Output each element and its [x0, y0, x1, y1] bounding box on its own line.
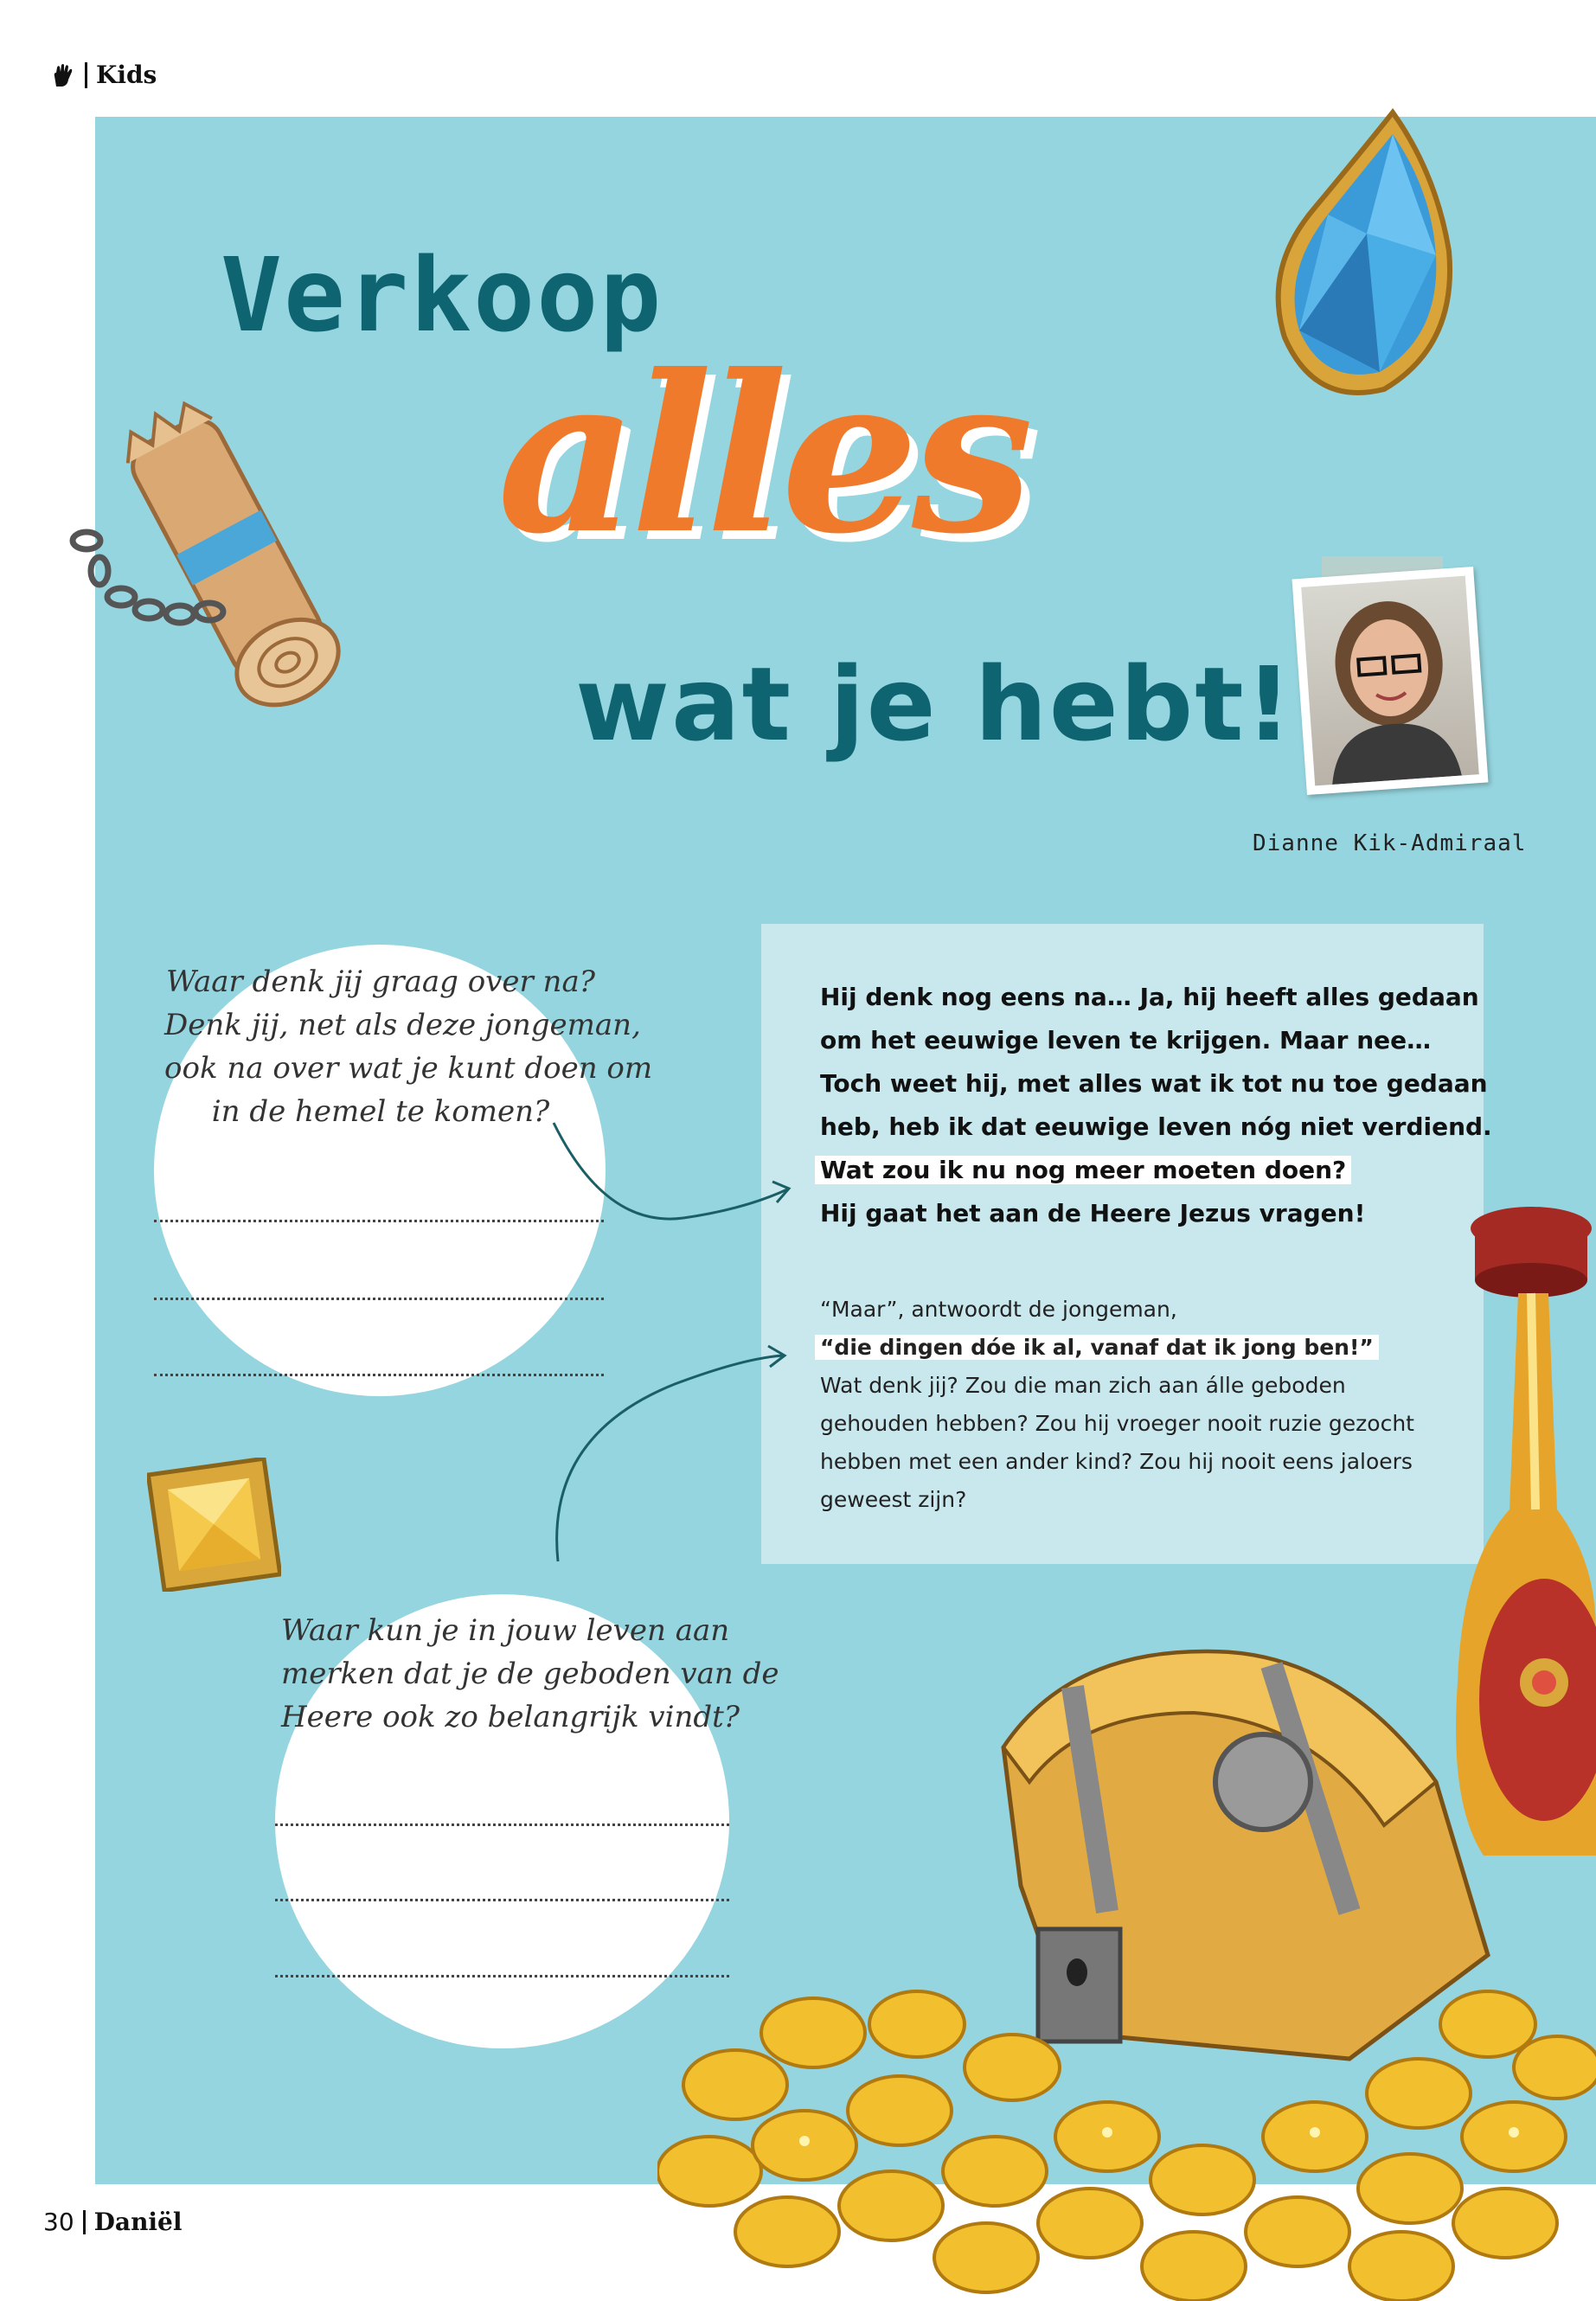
- bold-line: Toch weet hij, met alles wat ik tot nu toe gedaan: [820, 1069, 1488, 1098]
- title-line-2: alles: [497, 327, 1027, 581]
- arrow-1: [554, 1123, 787, 1219]
- arrow-2: [557, 1356, 783, 1561]
- section-label: Kids: [96, 61, 157, 89]
- title-line-3: wat je hebt!: [575, 644, 1294, 764]
- bold-line: heb, heb ik dat eeuwige leven nóg niet verdiend.: [820, 1112, 1492, 1141]
- question-line: ook na over wat je kunt doen om: [164, 1051, 653, 1086]
- bold-line: Hij gaat het aan de Heere Jezus vragen!: [820, 1199, 1366, 1227]
- question-line: Denk jij, net als deze jongeman,: [164, 1008, 641, 1042]
- page-footer: [43, 2208, 183, 2236]
- bold-line: om het eeuwige leven te krijgen. Maar nee…: [820, 1026, 1432, 1054]
- question-line: Waar kun je in jouw leven aan: [281, 1613, 730, 1648]
- publication-name: Daniël: [93, 2208, 183, 2236]
- story-intro: “Maar”, antwoordt de jongeman,: [820, 1297, 1177, 1322]
- question-line: merken dat je de geboden van de: [281, 1657, 779, 1691]
- story-line: Wat denk jij? Zou die man zich aan álle geboden: [820, 1373, 1346, 1398]
- story-line: gehouden hebben? Zou hij vroeger nooit ruzie gezocht: [820, 1411, 1414, 1436]
- yellow-gem-icon: [147, 1458, 281, 1592]
- gold-coins-icon: [657, 1808, 1596, 2301]
- question-line: Waar denk jij graag over na?: [166, 965, 595, 999]
- page-number: 30: [43, 2208, 74, 2236]
- highlighted-question: Wat zou ik nu nog meer moeten doen?: [815, 1156, 1351, 1184]
- title-line-1: Verkoop: [221, 235, 663, 355]
- bold-line: Hij denk nog eens na… Ja, hij heeft alles gedaan: [820, 983, 1479, 1011]
- story-quote: “die dingen dóe ik al, vanaf dat ik jong ben!”: [815, 1335, 1379, 1360]
- question-line: in de hemel te komen?: [211, 1094, 550, 1129]
- story-line: hebben met een ander kind? Zou hij nooit eens jaloers: [820, 1449, 1413, 1474]
- story-line: geweest zijn?: [820, 1487, 967, 1512]
- author-name: Dianne Kik-Admiraal: [1253, 830, 1527, 856]
- divider: [83, 2210, 86, 2234]
- question-line: Heere ook zo belangrijk vindt?: [281, 1700, 740, 1734]
